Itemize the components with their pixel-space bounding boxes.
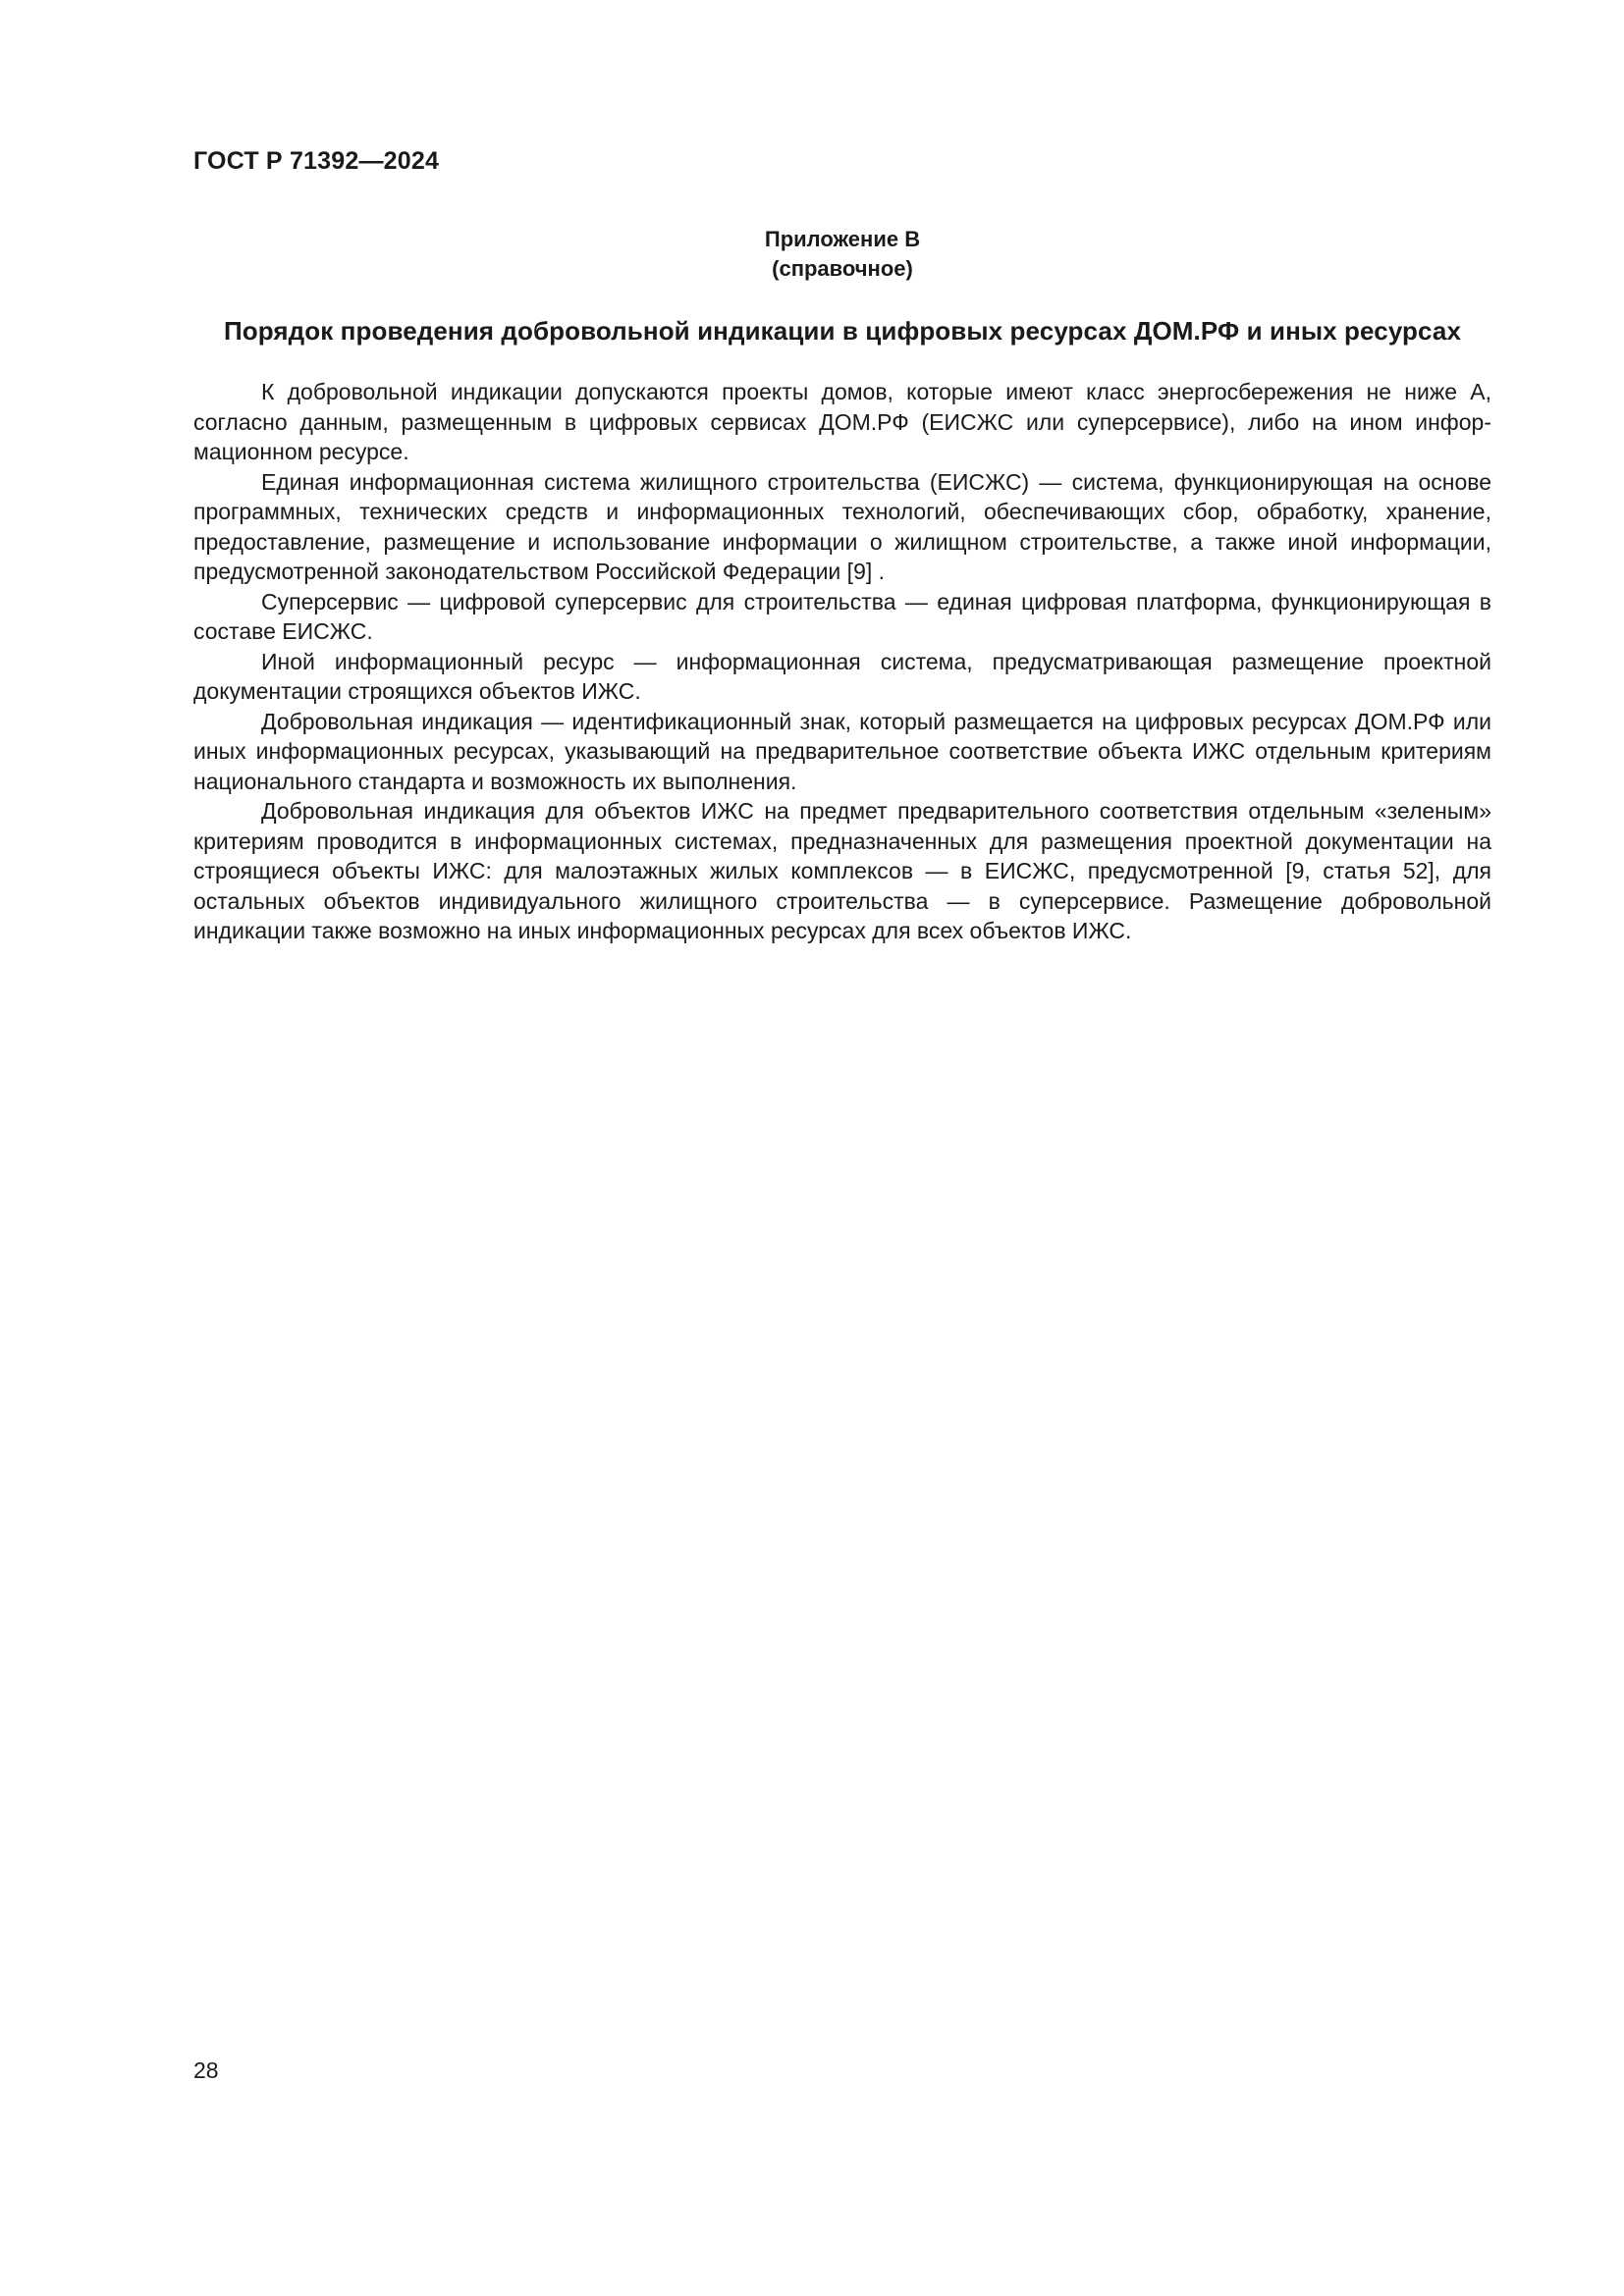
- appendix-status: (справочное): [772, 256, 913, 281]
- paragraph: Единая информационная система жилищного строительства (ЕИСЖС) — система, функционирующая на основе программных, технических средств и информационных технологий, обеспечивающих сбор, обработку, хранение, предоставление, размещение и использование информации о жилищном строительстве, а также иной информации, предусмотренной законодательством Российской Федерации [9] .: [193, 468, 1491, 584]
- appendix-label: Приложение В: [764, 227, 921, 251]
- appendix-heading: [193, 225, 1491, 284]
- paragraph: Иной информационный ресурс — информационная система, предусматривающая размещение проектной документации строящихся объектов ИЖС.: [193, 648, 1491, 704]
- body-text: [193, 377, 1491, 946]
- appendix-title: Порядок проведения добровольной индикации в цифровых ресурсах ДОМ.РФ и иных ресурсах: [223, 316, 1462, 346]
- paragraph: К добровольной индикации допускаются проекты домов, которые имеют класс энергосбережения не ниже А, согласно данным, размещенным в цифровых сервисах ДОМ.РФ (ЕИСЖС или суперсервисе), либо на ином информационном ресурсе.: [193, 379, 1491, 464]
- paragraph: Добровольная индикация — идентификационный знак, который размещается на цифровых ресурсах ДОМ.РФ или иных информационных ресурсах, указывающий на предварительное соответствие объекта ИЖС отдельным критериям национального стандарта и возможность их выполнения.: [193, 708, 1491, 794]
- page-number: 28: [193, 2057, 219, 2083]
- paragraph: Добровольная индикация для объектов ИЖС на предмет предварительного соответствия отдельным «зеленым» критериям проводится в информационных системах, предназначенных для размещения проектной документации на строящиеся объекты ИЖС: для малоэтажных жилых комплексов — в ЕИСЖС, предусмотренной [9, статья 52], для остальных объектов индивидуального жилищного строительства — в суперсервисе. Размещение добровольной индикации также возможно на иных информационных ресурсах для всех объектов ИЖС.: [193, 798, 1491, 943]
- paragraph: Суперсервис — цифровой суперсервис для строительства — единая цифровая платформа, функционирующая в составе ЕИСЖС.: [193, 588, 1491, 644]
- standard-code-header: ГОСТ Р 71392—2024: [193, 147, 440, 175]
